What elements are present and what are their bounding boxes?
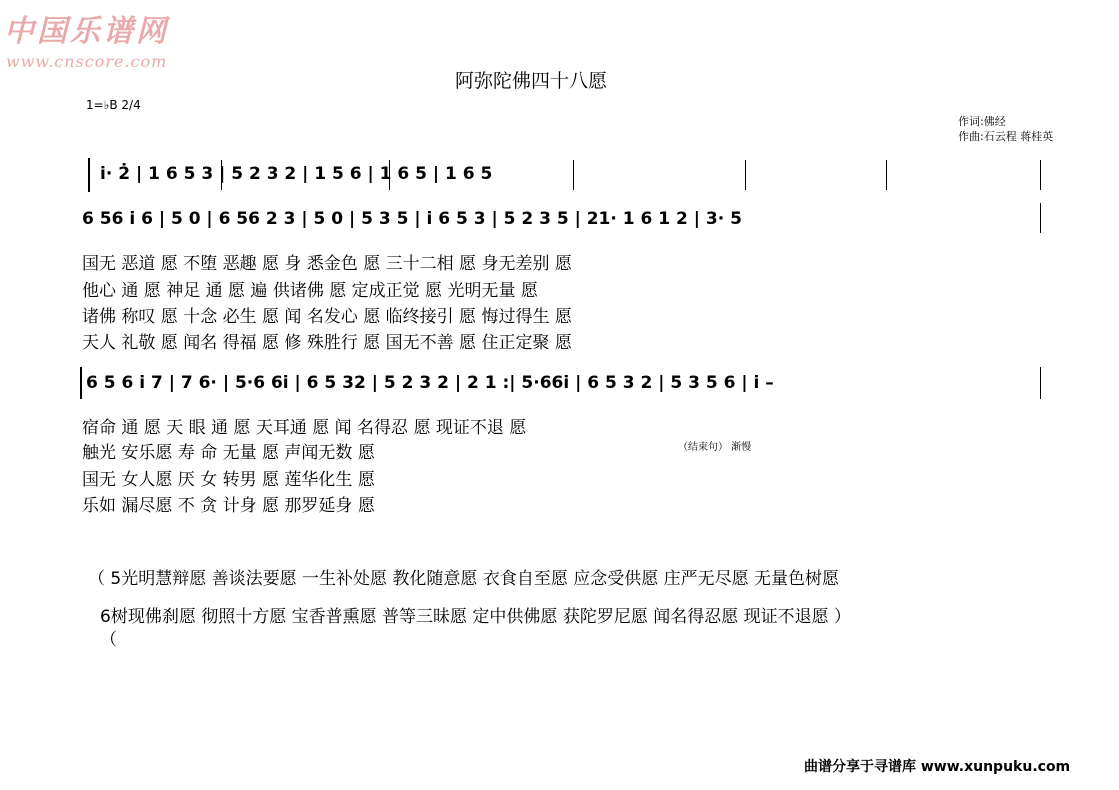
music-line-3: 6 5 6 ⅰ 7 | 7 6· | 5·6 6ⅰ | 6 5 32 | 5 2 3 2 | 2 1 :| 5·66ⅰ | 6 5 3 2 | 5 3 5 6 | ⅰ – — [86, 373, 774, 393]
page-title: 阿弥陀佛四十八愿 — [455, 70, 608, 92]
music-line-1: ⅰ· 2̇ | 1 6 5 3 | 5 2 3 2 | 1 5 6 | 1 6 5 | 1 6 5 — [100, 164, 493, 184]
watermark-url: www.cnscore.com — [6, 52, 168, 71]
barline — [573, 160, 574, 190]
barline — [1040, 160, 1041, 190]
lyric-line: 乐如 漏尽愿 不 贪 计身 愿 那罗延身 愿 — [82, 496, 375, 516]
lyricist-credit: 作词:佛经 — [958, 115, 1006, 128]
extra-line: （ — [100, 630, 117, 650]
lyric-line: 国无 女人愿 厌 女 转男 愿 莲华化生 愿 — [82, 470, 375, 490]
barline — [886, 160, 887, 190]
extra-line: 6树现佛刹愿 彻照十方愿 宝香普熏愿 普等三昧愿 定中供佛愿 获陀罗尼愿 闻名得忍愿 现证不退愿 ） — [100, 607, 852, 627]
key-signature: 1=♭B 2/4 — [86, 98, 141, 112]
music-line-2: 6 56 ⅰ 6 | 5 0 | 6 56 2 3 | 5 0 | 5 3 5 | ⅰ 6 5 3 | 5 2 3 5 | 21· 1 6 1 2 | 3· 5 — [82, 209, 742, 229]
lyric-line: 他心 通 愿 神足 通 愿 遍 供诸佛 愿 定成正觉 愿 光明无量 愿 — [82, 281, 538, 301]
watermark-logo: 中国乐谱网 — [4, 14, 169, 49]
barline — [745, 160, 746, 190]
barline — [1040, 203, 1041, 233]
footer-credit: 曲谱分享于寻谱库 www.xunpuku.com — [804, 759, 1071, 775]
start-repeat-bar — [88, 158, 90, 192]
extra-line: （ 5光明慧辩愿 善谈法要愿 一生补处愿 教化随意愿 衣食自至愿 应念受供愿 庄严无尽愿 无量色树愿 — [88, 569, 840, 589]
lyric-line: 宿命 通 愿 天 眼 通 愿 天耳通 愿 闻 名得忍 愿 现证不退 愿 — [82, 418, 527, 438]
lyric-line: 国无 恶道 愿 不堕 恶趣 愿 身 悉金色 愿 三十二相 愿 身无差别 愿 — [82, 254, 572, 274]
lyric-line: 天人 礼敬 愿 闻名 得福 愿 修 殊胜行 愿 国无不善 愿 住正定聚 愿 — [82, 333, 572, 353]
barline — [80, 367, 82, 399]
lyric-line: 触光 安乐愿 寿 命 无量 愿 声闻无数 愿 — [82, 443, 375, 463]
ending-note: （结束句） 渐慢 — [678, 442, 752, 453]
barline — [1040, 367, 1041, 399]
lyric-line: 诸佛 称叹 愿 十念 必生 愿 闻 名发心 愿 临终接引 愿 悔过得生 愿 — [82, 307, 572, 327]
composer-credit: 作曲:石云程 蒋桂英 — [958, 130, 1054, 143]
